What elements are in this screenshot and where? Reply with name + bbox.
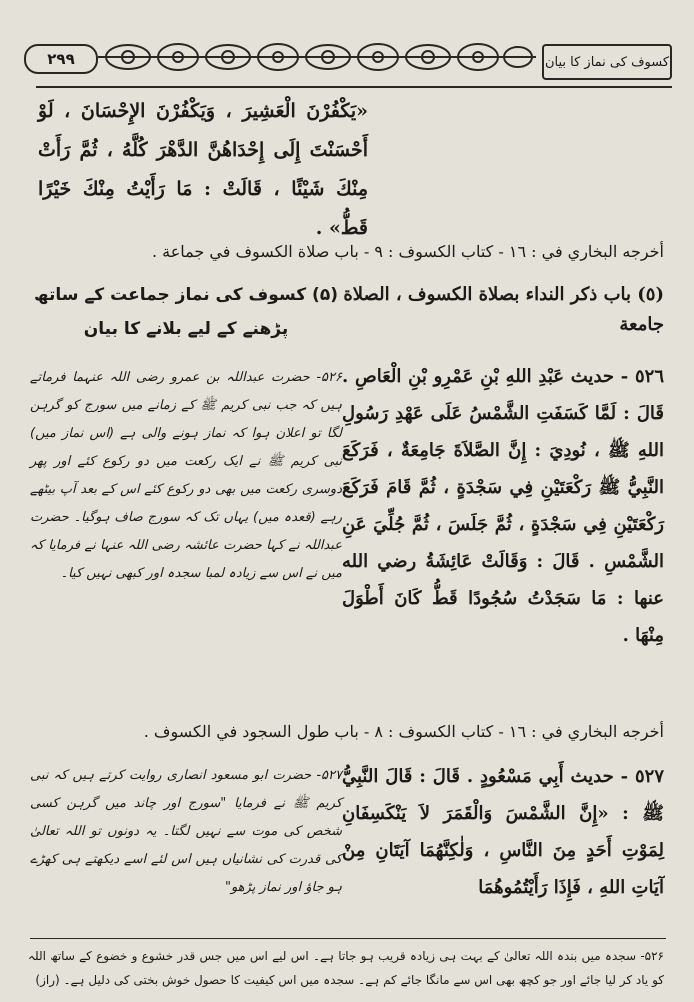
arabic-continuation-text: «يَكْفُرْنَ الْعَشِيرَ ، وَيَكْفُرْنَ الإِحْسَانَ ، لَوْ أَحْسَنْتَ إِلَى إِحْدَاهُنَّ الدَّهْرَ كُلَّهُ ، ثُمَّ رَأَتْ مِنْكَ شَيْئًا ، قَالَتْ : مَا رَأَيْتُ مِنْكَ خَيْرًا قَطُّ» . xyxy=(38,100,368,239)
bukhari-reference-1: أخرجه البخاري في : ١٦ - كتاب الكسوف : ٩ - باب صلاة الكسوف في جماعة . xyxy=(151,242,664,261)
footnote-text: ۵۲۶- سجدہ میں بندہ اللہ تعالیٰ کے بہت ہی زیادہ قریب ہو جاتا ہے۔ اس لیے اس میں جس قدر خشوع و خضوع کے ساتھ اللہ کو یاد کر لیا جائے اور جو کچھ بھی اس سے مانگا جائے کم ہے۔ سجدہ میں اس کیفیت کا حصول خوش بختی کی دلیل ہے۔ (راز) xyxy=(28,949,664,987)
footnote-divider xyxy=(30,938,666,939)
page-header xyxy=(20,38,674,86)
chapter-5-arabic-heading xyxy=(342,280,664,340)
hadith-526-urdu-text: ۵۲۶- حضرت عبداللہ بن عمرو رضی اللہ عنہما فرماتے ہیں کہ جب نبی کریم ﷺ کے زمانے میں سورج کو گرہن لگا تو اعلان ہوا کہ نماز ہونے والی ہے (اس نماز میں) نبی کریم ﷺ نے ایک رکعت میں دو رکوع کئے اور پھر دوسری رکعت میں بھی دو رکوع کئے اس کے بعد آپ بیٹھے رہے (قعدہ میں) یہاں تک کہ سورج صاف ہوگیا۔ حضرت عبداللہ نے کہا حضرت عائشہ رضی اللہ عنہا نے فرمایا کہ میں نے اس سے زیادہ لمبا سجدہ اور کبھی نہیں کیا۔ xyxy=(30,370,342,581)
hadith-526-urdu xyxy=(30,364,342,588)
hadith-527-arabic xyxy=(342,758,664,906)
hadith-526-arabic-text: ٥٢٦ - حديث عَبْدِ اللهِ بْنِ عَمْرِو بْنِ الْعَاصِ . قَالَ : لَمَّا كَسَفَتِ الشَّمْسُ عَلَى عَهْدِ رَسُولِ اللهِ ﷺ ، نُودِيَ : إِنَّ الصَّلاَةَ جَامِعَةٌ ، فَرَكَعَ النَّبِيُّ ﷺ رَكْعَتَيْنِ فِي سَجْدَةٍ ، ثُمَّ قَامَ فَرَكَعَ رَكْعَتَيْنِ فِي سَجْدَةٍ ، ثُمَّ جَلَسَ ، ثُمَّ جُلِّيَ عَنِ الشَّمْسِ . قَالَ : وَقَالَتْ عَائِشَةُ رضي الله عنها : مَا سَجَدْتُ سُجُودًا قَطُّ كَانَ أَطْوَلَ مِنْهَا . xyxy=(342,366,664,646)
hadith-527-arabic-text: ٥٢٧ - حديث أَبِي مَسْعُودٍ . قَالَ : قَالَ النَّبِيُّ ﷺ : «إِنَّ الشَّمْسَ وَالْقَمَرَ لاَ يَنْكَسِفَانِ لِمَوْتِ أَحَدٍ مِنَ النَّاسِ ، وَلٰكِنَّهُمَا آيَتَانِ مِنْ آيَاتِ اللهِ ، فَإِذَا رَأَيْتُمُوهُمَا xyxy=(342,766,664,898)
header-rule xyxy=(36,86,672,88)
chapter-title: کسوف کی نماز کا بیان xyxy=(542,44,672,80)
bukhari-reference-2: أخرجه البخاري في : ١٦ - كتاب الكسوف : ٨ - باب طول السجود في الكسوف . xyxy=(143,722,664,741)
chapter-5-urdu-heading xyxy=(30,278,342,346)
page-number: ۲۹۹ xyxy=(24,44,98,74)
hadith-526-arabic xyxy=(342,358,664,654)
ornament-border-icon xyxy=(98,40,536,74)
hadith-527-urdu-text: ۵۲۷- حضرت ابو مسعود انصاری روایت کرتے ہیں کہ نبی کریم ﷺ نے فرمایا "سورج اور چاند میں گرہن کسی شخص کی موت سے نہیں لگتا۔ یہ دونوں تو اللہ تعالیٰ کی قدرت کی نشانیاں ہیں اس لئے اسے دیکھتے ہی کھڑے ہو جاؤ اور نماز پڑھو" xyxy=(30,768,342,895)
chapter-5-arabic-title: (٥) باب ذكر النداء بصلاة الكسوف ، الصلاة جامعة xyxy=(343,284,664,335)
chapter-5-urdu-title: (۵) کسوف کی نماز جماعت کے ساتھ پڑھنے کے لیے بلانے کا بیان xyxy=(33,285,338,339)
hadith-527-urdu xyxy=(30,762,342,902)
